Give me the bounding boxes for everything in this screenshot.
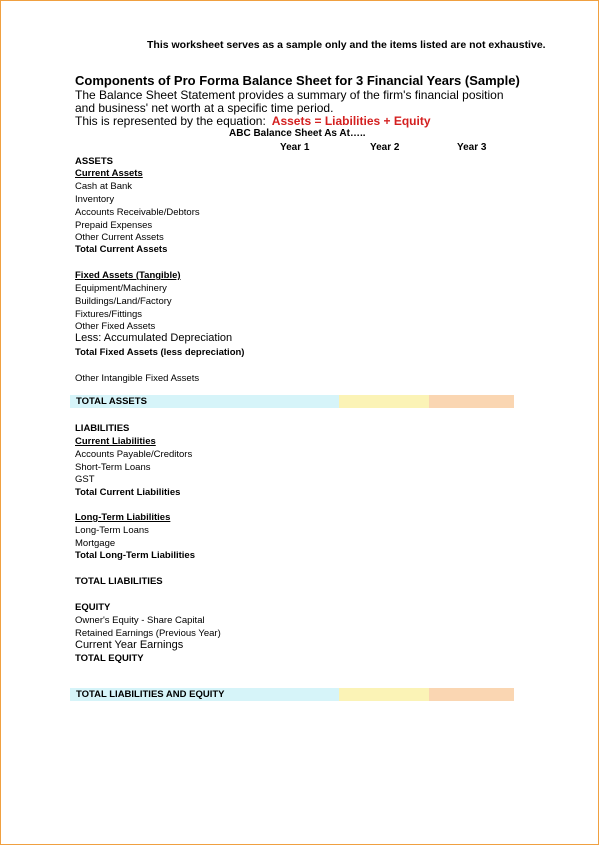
- total-assets-band: [70, 395, 514, 408]
- asset-row: Other Current Assets: [75, 232, 164, 243]
- year-3-header: Year 3: [457, 142, 487, 153]
- band-year2-cell: [339, 395, 429, 408]
- total-assets-label: TOTAL ASSETS: [76, 396, 147, 407]
- liability-row: Short-Term Loans: [75, 462, 151, 473]
- fixed-asset-row: Equipment/Machinery: [75, 283, 167, 294]
- asset-row: Cash at Bank: [75, 181, 133, 192]
- current-assets-heading: Current Assets: [75, 168, 143, 179]
- total-liabilities-equity-label: TOTAL LIABILITIES AND EQUITY: [76, 689, 225, 700]
- asset-row: Prepaid Expenses: [75, 220, 153, 231]
- balance-sheet-title: ABC Balance Sheet As At…..: [229, 128, 366, 139]
- current-liabilities-heading: Current Liabilities: [75, 436, 156, 447]
- equity-heading: EQUITY: [75, 602, 111, 613]
- asset-row: Accounts Receivable/Debtors: [75, 207, 200, 218]
- description: The Balance Sheet Statement provides a summary of the firm's financial position and business' net worth at a specific time period.: [75, 88, 504, 115]
- total-current-liabilities: Total Current Liabilities: [75, 487, 181, 498]
- year-2-header: Year 2: [370, 142, 400, 153]
- intangible-assets: Other Intangible Fixed Assets: [75, 373, 200, 384]
- fixed-assets-heading: Fixed Assets (Tangible): [75, 270, 181, 281]
- total-fixed-assets: Total Fixed Assets (less depreciation): [75, 347, 245, 358]
- long-liability-row: Mortgage: [75, 538, 116, 549]
- asset-row: Inventory: [75, 194, 115, 205]
- year-1-header: Year 1: [280, 142, 310, 153]
- equation-line: [75, 114, 431, 128]
- long-liability-row: Long-Term Loans: [75, 525, 149, 536]
- total-liabilities: TOTAL LIABILITIES: [75, 576, 163, 587]
- current-year-earnings: Current Year Earnings: [75, 639, 184, 651]
- band-year2-cell: [339, 688, 429, 701]
- equation-lead: This is represented by the equation:: [75, 114, 266, 128]
- total-equity: TOTAL EQUITY: [75, 653, 144, 664]
- sample-notice: This worksheet serves as a sample only and the items listed are not exhaustive.: [147, 39, 546, 51]
- total-liabilities-equity-band: [70, 688, 514, 701]
- equity-row: Retained Earnings (Previous Year): [75, 628, 221, 639]
- long-term-liabilities-heading: Long-Term Liabilities: [75, 512, 171, 523]
- liabilities-heading: LIABILITIES: [75, 423, 130, 434]
- fixed-asset-row: Fixtures/Fittings: [75, 309, 143, 320]
- page-title: Components of Pro Forma Balance Sheet for 3 Financial Years (Sample): [75, 73, 520, 88]
- band-year3-cell: [429, 395, 514, 408]
- total-long-term-liabilities: Total Long-Term Liabilities: [75, 550, 195, 561]
- liability-row: Accounts Payable/Creditors: [75, 449, 193, 460]
- assets-heading: ASSETS: [75, 156, 114, 167]
- liability-row: GST: [75, 474, 95, 485]
- band-year3-cell: [429, 688, 514, 701]
- less-depreciation: Less: Accumulated Depreciation: [75, 332, 233, 344]
- equity-row: Owner's Equity - Share Capital: [75, 615, 205, 626]
- fixed-asset-row: Buildings/Land/Factory: [75, 296, 172, 307]
- equation: Assets = Liabilities + Equity: [271, 114, 431, 128]
- fixed-asset-row: Other Fixed Assets: [75, 321, 156, 332]
- total-current-assets: Total Current Assets: [75, 244, 168, 255]
